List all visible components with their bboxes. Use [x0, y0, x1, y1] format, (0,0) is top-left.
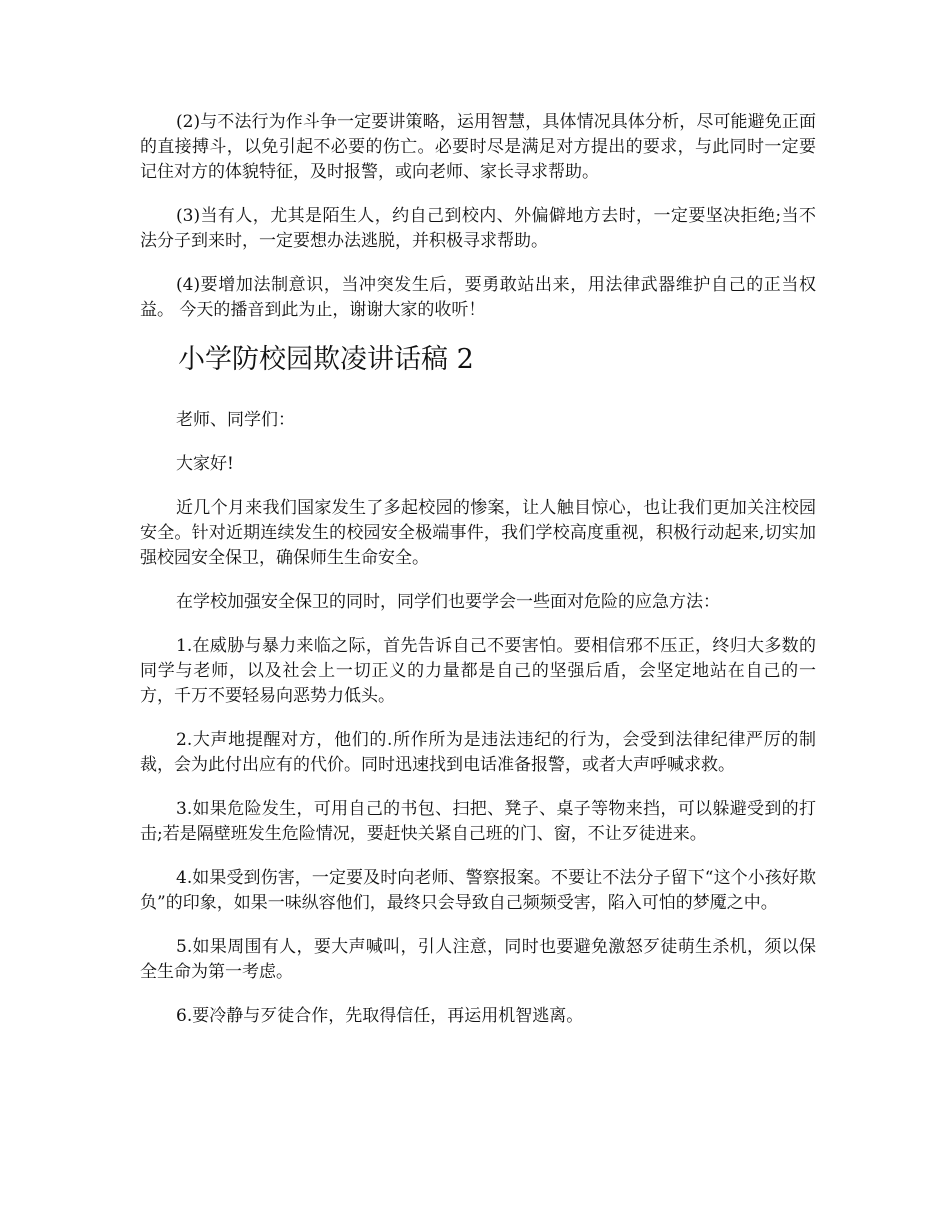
paragraph-tip-4: (4)要增加法制意识，当冲突发生后，要勇敢站出来，用法律武器维护自己的正当权益。 今天的播音到此为止，谢谢大家的收听！ [140, 275, 816, 320]
paragraph-method-3: 3.如果危险发生，可用自己的书包、扫把、凳子、桌子等物来挡，可以躲避受到的打击;若是隔壁班发生危险情况，要赶快关紧自己班的门、窗，不让歹徒进来。 [140, 799, 816, 844]
section-heading: 小学防校园欺凌讲话稿 2 [178, 344, 474, 375]
paragraph-greeting: 大家好! [176, 454, 234, 474]
paragraph-method-1: 1.在威胁与暴力来临之际，首先告诉自己不要害怕。要相信邪不压正，终归大多数的同学与老师，以及社会上一切正义的力量都是自己的坚强后盾，会坚定地站在自己的一方，千万不要轻易向恶势力低头。 [140, 636, 816, 706]
paragraph-intro: 近几个月来我们国家发生了多起校园的惨案，让人触目惊心，也让我们更加关注校园安全。针对近期连续发生的校园安全极端事件，我们学校高度重视，积极行动起来,切实加强校园安全保卫，确保师生生命安全。 [140, 498, 816, 568]
document-body [140, 110, 816, 1048]
paragraph-method-2: 2.大声地提醒对方，他们的.所作所为是违法违纪的行为，会受到法律纪律严厉的制裁，会为此付出应有的代价。同时迅速找到电话准备报警，或者大声呼喊求救。 [140, 730, 816, 775]
paragraph-salutation: 老师、同学们： [176, 410, 295, 430]
paragraph-method-4: 4.如果受到伤害，一定要及时向老师、警察报案。不要让不法分子留下“这个小孩好欺负”的印象，如果一味纵容他们，最终只会导致自己频频受害，陷入可怕的梦魇之中。 [140, 868, 816, 913]
paragraph-tip-2: (2)与不法行为作斗争一定要讲策略，运用智慧，具体情况具体分析，尽可能避免正面的直接搏斗，以免引起不必要的伤亡。必要时尽是满足对方提出的要求，与此同时一定要记住对方的体貌特征，及时报警，或向老师、家长寻求帮助。 [140, 112, 816, 182]
paragraph-methods-lead: 在学校加强安全保卫的同时，同学们也要学会一些面对危险的应急方法： [176, 592, 720, 612]
paragraph-tip-3: (3)当有人，尤其是陌生人，约自己到校内、外偏僻地方去时，一定要坚决拒绝;当不法分子到来时，一定要想办法逃脱，并积极寻求帮助。 [140, 206, 816, 251]
paragraph-method-6: 6.要冷静与歹徒合作，先取得信任，再运用机智逃离。 [176, 1006, 584, 1026]
paragraph-method-5: 5.如果周围有人，要大声喊叫，引人注意，同时也要避免激怒歹徒萌生杀机，须以保全生命为第一考虑。 [140, 937, 816, 982]
